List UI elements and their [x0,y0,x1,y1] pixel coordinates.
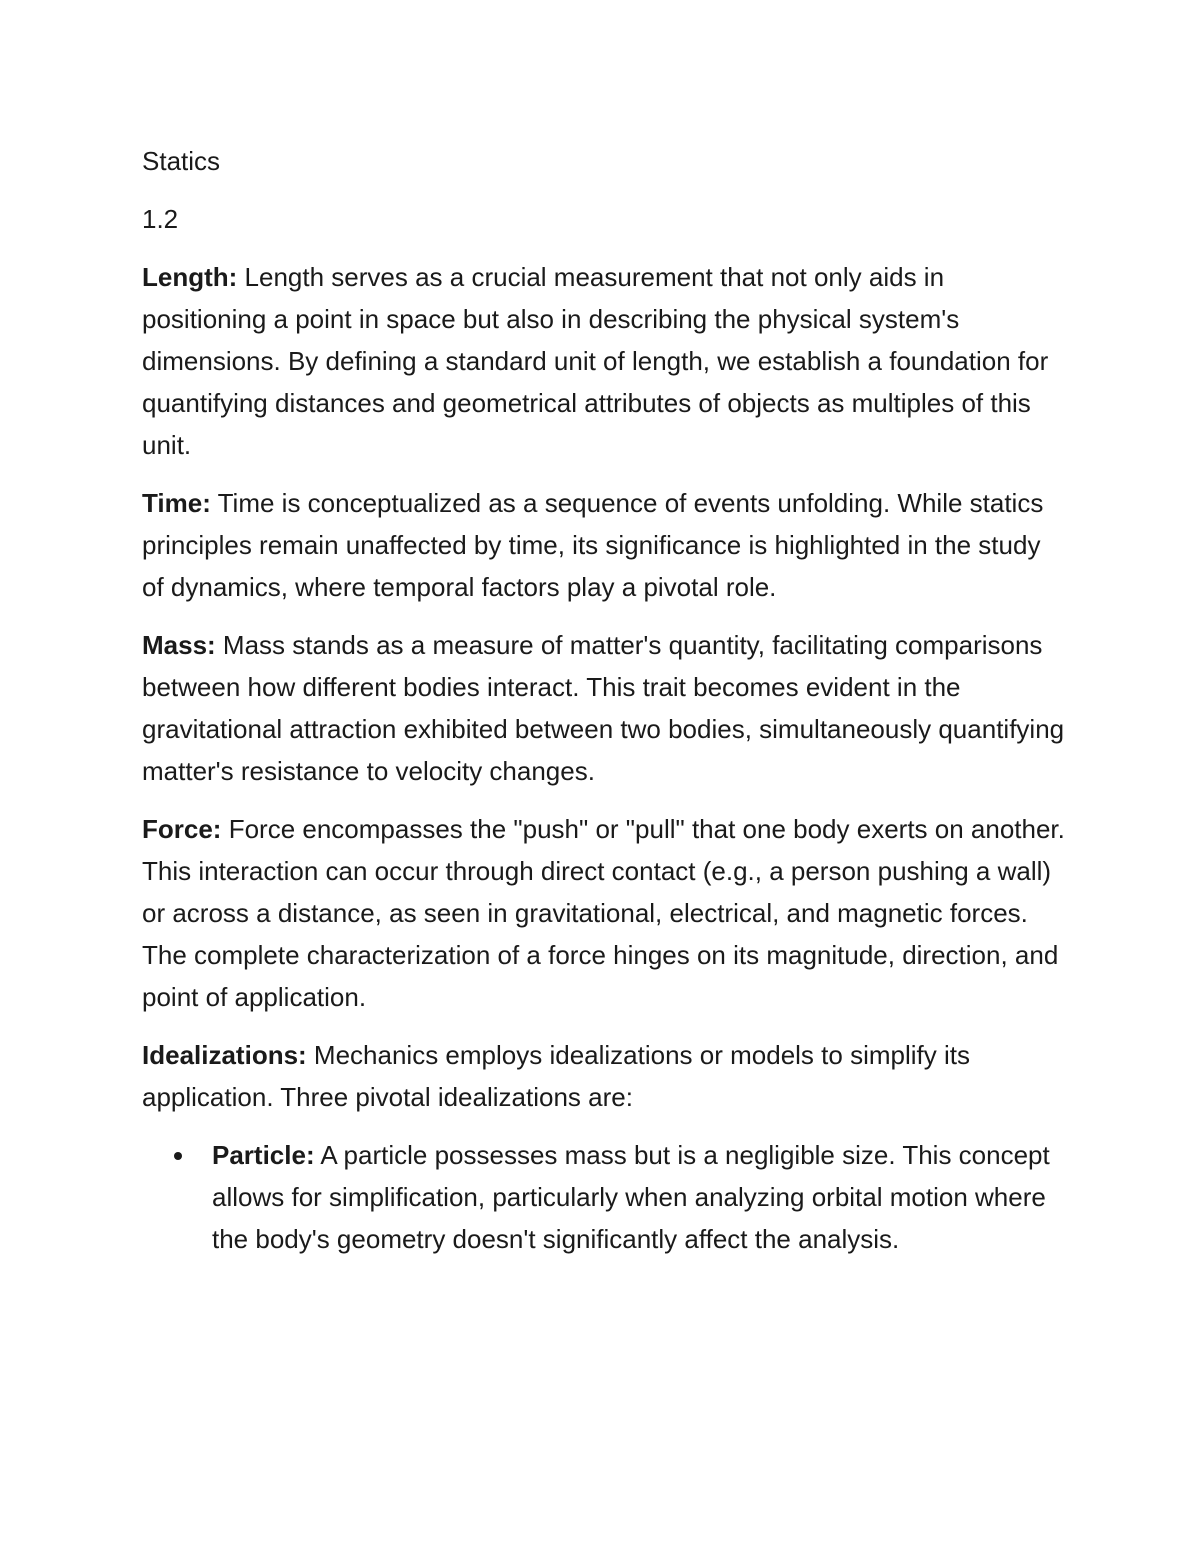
paragraph-time [142,482,1067,608]
term-particle: Particle: [212,1140,315,1170]
paragraph-force-text: Force encompasses the "push" or "pull" that one body exerts on another. This interaction can occur through direct contact (e.g., a person pushing a wall) or across a distance, as seen in gravitational, electrical, and magnetic forces. The complete characterization of a force hinges on its magnitude, direction, and point of application. [142,814,1065,1012]
paragraph-length-text: Length serves as a crucial measurement that not only aids in positioning a point in space but also in describing the physical system's dimensions. By defining a standard unit of length, we establish a foundation for quantifying distances and geometrical attributes of objects as multiples of this unit. [142,262,1049,460]
paragraph-idealizations [142,1034,1067,1118]
term-idealizations: Idealizations: [142,1040,307,1070]
paragraph-force [142,808,1067,1018]
list-item-particle [142,1134,1067,1260]
term-mass: Mass: [142,630,216,660]
section-number: 1.2 [142,204,179,234]
paragraph-mass [142,624,1067,792]
document-title: Statics [142,146,221,176]
term-force: Force: [142,814,222,844]
document-page [142,140,1067,1260]
paragraph-time-text: Time is conceptualized as a sequence of events unfolding. While statics principles remain unaffected by time, its significance is highlighted in the study of dynamics, where temporal factors play a pivotal role. [142,488,1044,602]
term-length: Length: [142,262,238,292]
paragraph-idealizations-text: Mechanics employs idealizations or models to simplify its application. Three pivotal idealizations are: [142,1040,970,1112]
paragraph-length [142,256,1067,466]
idealizations-list [142,1134,1067,1260]
list-item-particle-text: A particle possesses mass but is a negligible size. This concept allows for simplification, particularly when analyzing orbital motion where the body's geometry doesn't significantly affect the analysis. [212,1140,1050,1254]
term-time: Time: [142,488,211,518]
paragraph-mass-text: Mass stands as a measure of matter's quantity, facilitating comparisons between how different bodies interact. This trait becomes evident in the gravitational attraction exhibited between two bodies, simultaneously quantifying matter's resistance to velocity changes. [142,630,1065,786]
bullet-icon [174,1152,182,1160]
